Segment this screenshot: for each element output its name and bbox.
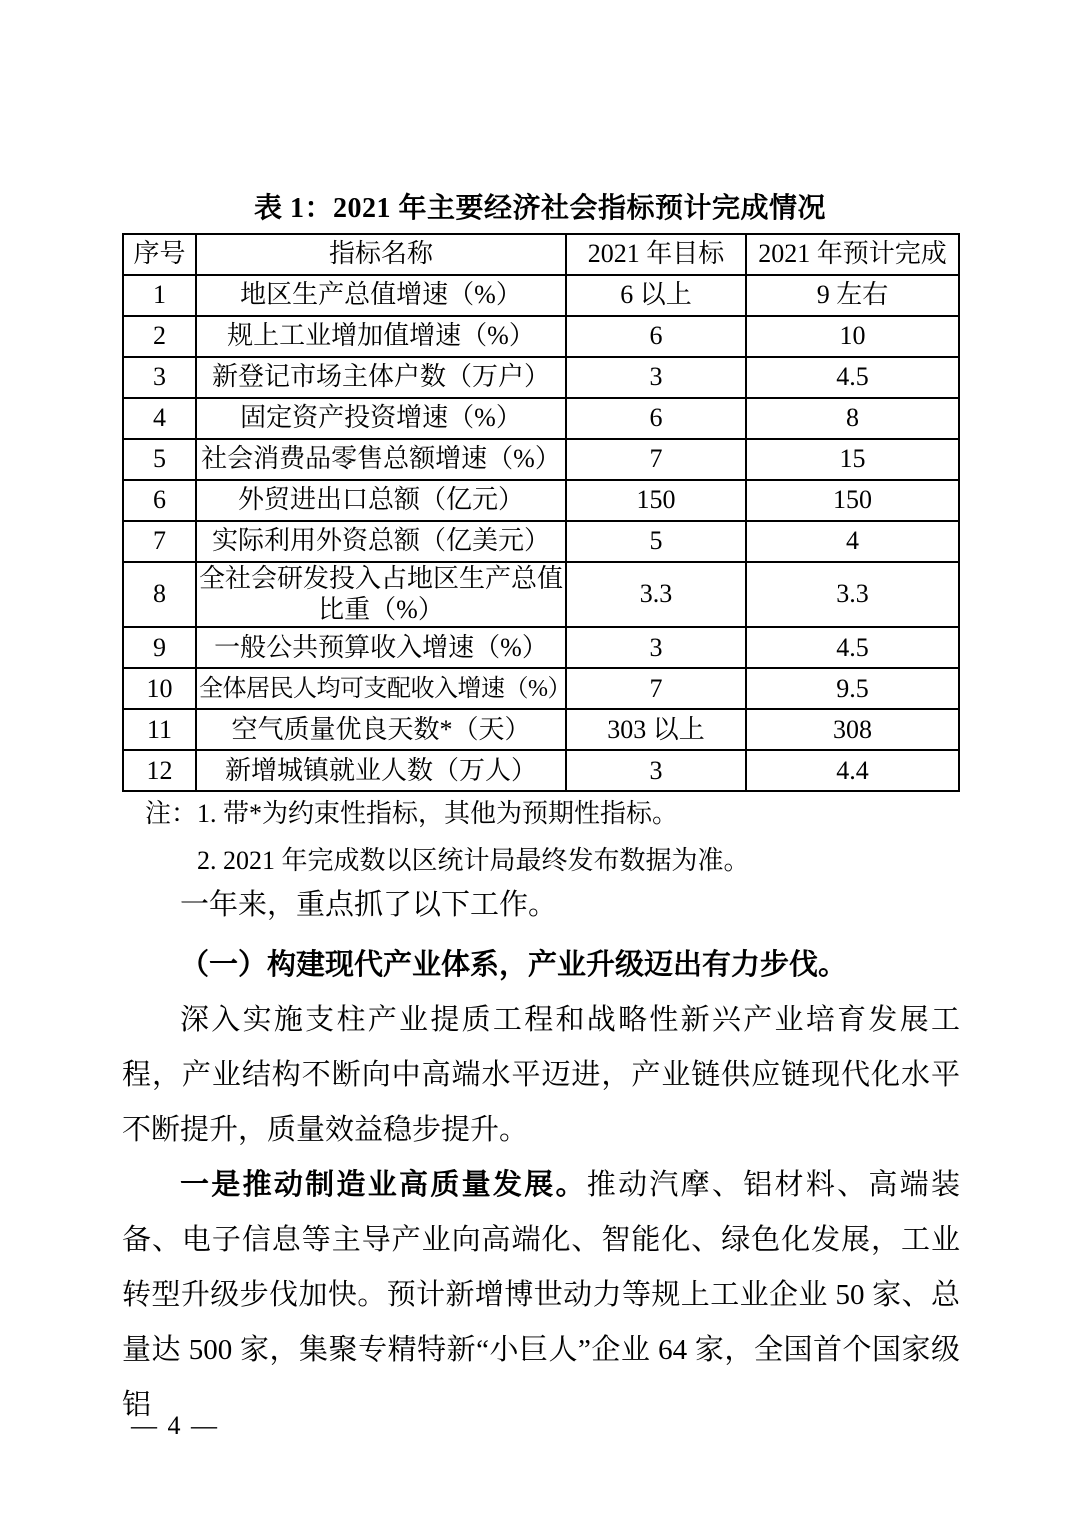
expected-cell: 9 左右	[746, 275, 959, 316]
target-cell: 303 以上	[566, 709, 746, 750]
paragraph-industry-system: 深入实施支柱产业提质工程和战略性新兴产业培育发展工程，产业结构不断向中高端水平迈进，产业链供应链现代化水平不断提升，质量效益稳步提升。	[122, 1004, 960, 1146]
page-number: — 4 —	[131, 1411, 219, 1440]
paragraph-manufacturing	[122, 1158, 960, 1433]
row-number-cell: 2	[123, 316, 196, 357]
target-cell: 150	[566, 480, 746, 521]
table-title: 表 1：2021 年主要经济社会指标预计完成情况	[253, 193, 826, 224]
expected-cell: 15	[746, 439, 959, 480]
indicator-name-cell: 规上工业增加值增速（%）	[196, 316, 566, 357]
table-row	[123, 357, 959, 398]
intro-paragraph: 一年来，重点抓了以下工作。	[180, 889, 558, 921]
row-number-cell: 12	[123, 750, 196, 791]
table-row	[123, 521, 959, 562]
target-cell: 6	[566, 316, 746, 357]
indicators-table	[122, 233, 960, 792]
table-row	[123, 668, 959, 709]
table-row	[123, 480, 959, 521]
indicator-name-cell: 全体居民人均可支配收入增速（%）	[196, 668, 566, 709]
expected-cell: 4.5	[746, 627, 959, 668]
expected-cell: 4.4	[746, 750, 959, 791]
note-line-1	[145, 790, 750, 837]
expected-cell: 4.5	[746, 357, 959, 398]
expected-cell: 10	[746, 316, 959, 357]
table-row	[123, 316, 959, 357]
note-item-2: 2. 2021 年完成数以区统计局最终发布数据为准。	[197, 846, 750, 875]
table-row	[123, 627, 959, 668]
header-expected-2021: 2021 年预计完成	[746, 234, 959, 275]
target-cell: 5	[566, 521, 746, 562]
target-cell: 7	[566, 439, 746, 480]
target-cell: 6	[566, 398, 746, 439]
expected-cell: 4	[746, 521, 959, 562]
table-row	[123, 750, 959, 791]
target-cell: 3	[566, 627, 746, 668]
row-number-cell: 7	[123, 521, 196, 562]
note-item-1: 1. 带*为约束性指标，其他为预期性指标。	[197, 799, 679, 828]
note-line-2	[145, 837, 750, 884]
indicators-table-wrapper	[122, 233, 958, 792]
expected-cell: 8	[746, 398, 959, 439]
row-number-cell: 4	[123, 398, 196, 439]
row-number-cell: 1	[123, 275, 196, 316]
header-row-number: 序号	[123, 234, 196, 275]
indicator-name-cell: 实际利用外资总额（亿美元）	[196, 521, 566, 562]
indicator-name-cell: 固定资产投资增速（%）	[196, 398, 566, 439]
row-number-cell: 6	[123, 480, 196, 521]
target-cell: 3	[566, 357, 746, 398]
row-number-cell: 8	[123, 562, 196, 627]
indicator-name-cell: 地区生产总值增速（%）	[196, 275, 566, 316]
table-notes	[145, 790, 750, 884]
paragraph-body-text: 推动汽摩、铝材料、高端装备、电子信息等主导产业向高端化、智能化、绿色化发展，工业转型升级步伐加快。预计新增博世动力等规上工业企业 50 家、总量达 500 家，集聚专精特新“小巨人”企业 64 家，全国首个国家级铝	[122, 1169, 960, 1421]
table-row	[123, 562, 959, 627]
table-row	[123, 439, 959, 480]
row-number-cell: 3	[123, 357, 196, 398]
expected-cell: 9.5	[746, 668, 959, 709]
indicator-name-cell: 新登记市场主体户数（万户）	[196, 357, 566, 398]
table-row	[123, 275, 959, 316]
header-indicator-name: 指标名称	[196, 234, 566, 275]
expected-cell: 308	[746, 709, 959, 750]
target-cell: 6 以上	[566, 275, 746, 316]
indicator-name-cell: 外贸进出口总额（亿元）	[196, 480, 566, 521]
indicator-name-cell: 新增城镇就业人数（万人）	[196, 750, 566, 791]
header-target-2021: 2021 年目标	[566, 234, 746, 275]
expected-cell: 150	[746, 480, 959, 521]
row-number-cell: 11	[123, 709, 196, 750]
indicator-name-cell: 全社会研发投入占地区生产总值比重（%）	[196, 562, 566, 627]
row-number-cell: 5	[123, 439, 196, 480]
indicator-name-cell: 社会消费品零售总额增速（%）	[196, 439, 566, 480]
table-row	[123, 398, 959, 439]
note-label: 注：	[145, 799, 198, 828]
indicator-name-cell: 空气质量优良天数*（天）	[196, 709, 566, 750]
row-number-cell: 9	[123, 627, 196, 668]
table-row	[123, 709, 959, 750]
indicator-name-cell: 一般公共预算收入增速（%）	[196, 627, 566, 668]
row-number-cell: 10	[123, 668, 196, 709]
expected-cell: 3.3	[746, 562, 959, 627]
section-heading: （一）构建现代产业体系，产业升级迈出有力步伐。	[180, 949, 848, 981]
target-cell: 3	[566, 750, 746, 791]
table-header-row	[123, 234, 959, 275]
target-cell: 7	[566, 668, 746, 709]
target-cell: 3.3	[566, 562, 746, 627]
paragraph-bold-lead: 一是推动制造业高质量发展。	[180, 1169, 587, 1201]
